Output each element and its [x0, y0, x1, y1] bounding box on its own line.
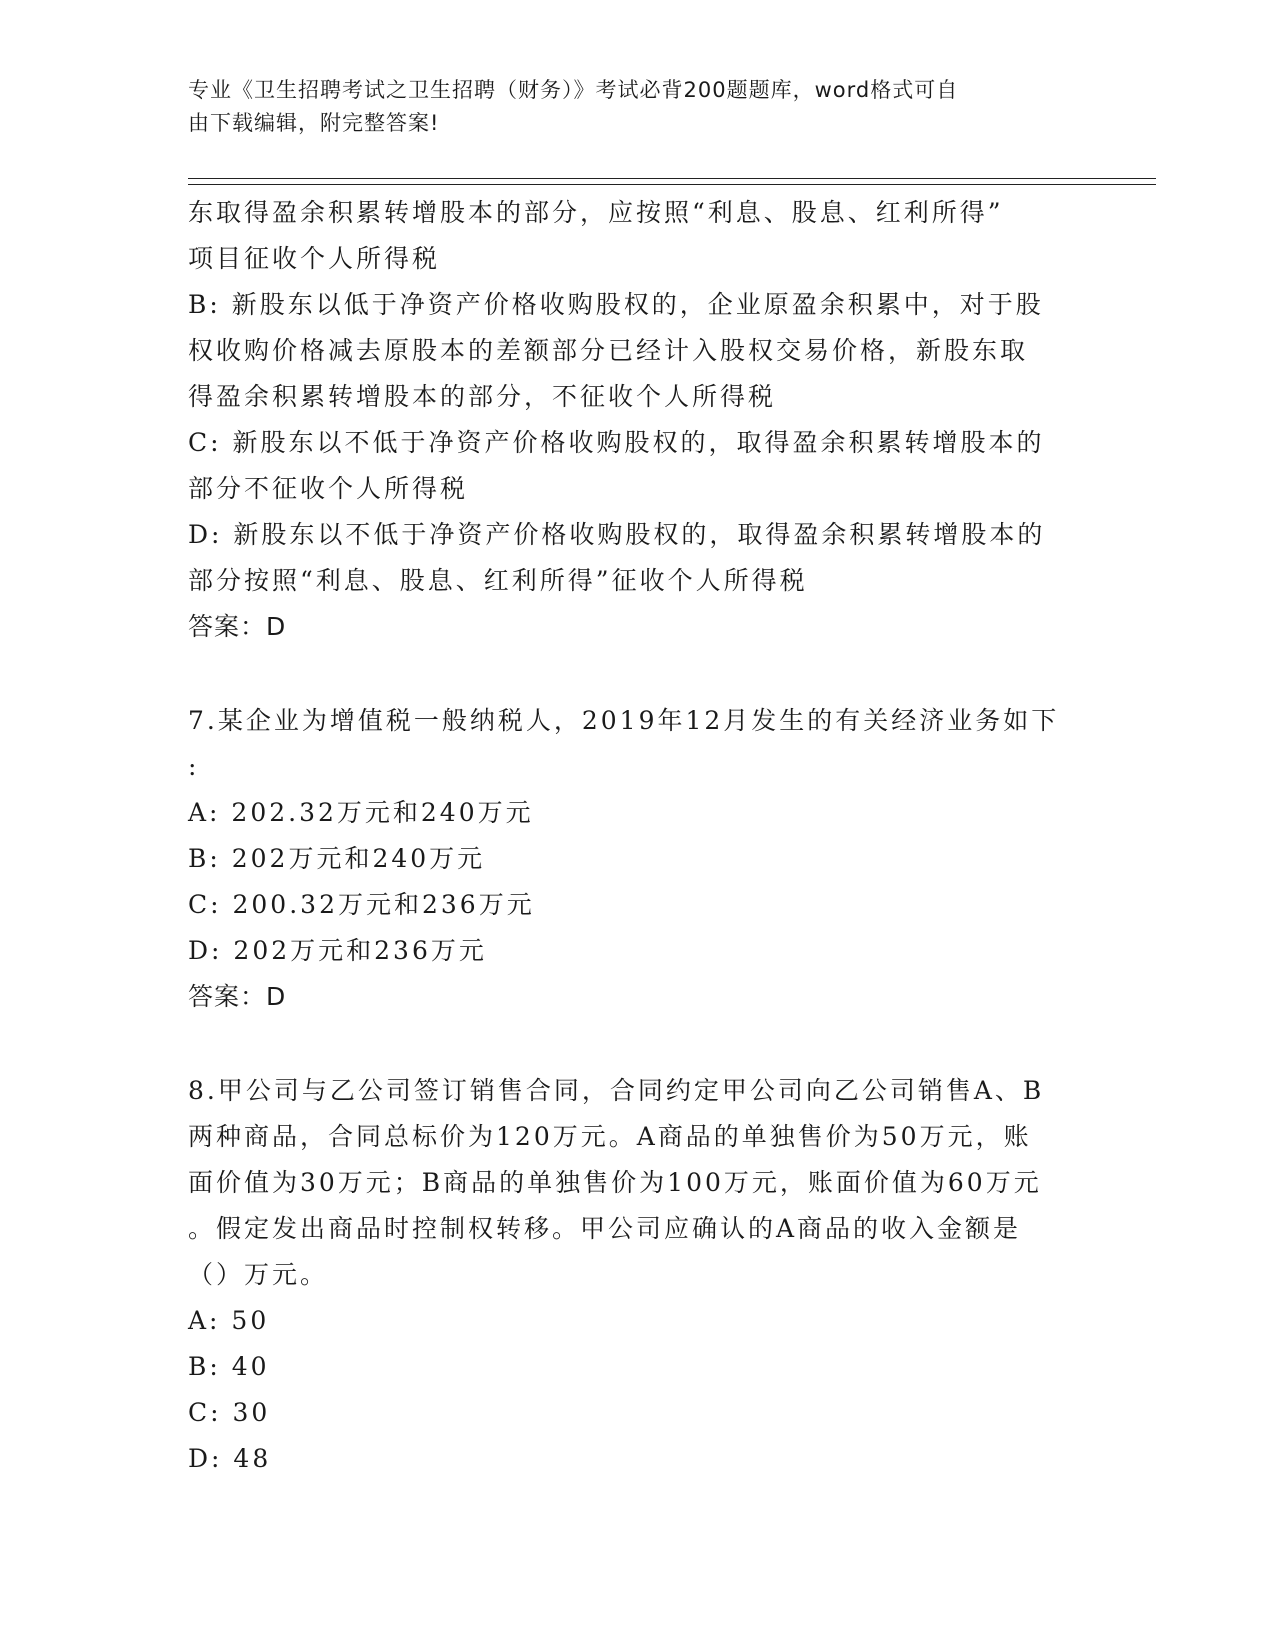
- document-header: [188, 74, 1068, 140]
- option-c: C: 新股东以不低于净资产价格收购股权的，取得盈余积累转增股本的: [188, 428, 1045, 457]
- option-b: B: 40: [188, 1352, 270, 1381]
- question-stem-continued: 两种商品，合同总标价为120万元。A商品的单独售价为50万元，账: [188, 1122, 1032, 1151]
- answer-label: 答案：D: [188, 982, 287, 1011]
- question-stem-continued: :: [188, 752, 200, 781]
- header-divider-top: [188, 178, 1156, 179]
- option-c: C: 200.32万元和236万元: [188, 890, 535, 919]
- option-b: B: 202万元和240万元: [188, 844, 486, 873]
- question-text-line: 东取得盈余积累转增股本的部分，应按照“利息、股息、红利所得”: [188, 198, 1004, 227]
- header-title-line-2: 由下载编辑，附完整答案!: [188, 111, 440, 135]
- option-a: A: 202.32万元和240万元: [188, 798, 534, 827]
- question-8: [188, 1068, 1088, 1482]
- header-title-line-1: 专业《卫生招聘考试之卫生招聘（财务）》考试必背200题题库，word格式可自: [188, 78, 959, 102]
- option-a: A: 50: [188, 1306, 270, 1335]
- question-stem-continued: （）万元。: [188, 1260, 329, 1289]
- spacer: [188, 1020, 1088, 1068]
- option-d-continued: 部分按照“利息、股息、红利所得”征收个人所得税: [188, 566, 808, 595]
- header-divider-bottom: [188, 184, 1156, 185]
- question-stem: 8.甲公司与乙公司签订销售合同，合同约定甲公司向乙公司销售A、B: [188, 1076, 1045, 1105]
- option-d: D: 新股东以不低于净资产价格收购股权的，取得盈余积累转增股本的: [188, 520, 1046, 549]
- answer-label: 答案：D: [188, 612, 287, 641]
- document-body: [188, 190, 1088, 1482]
- question-text-line: 项目征收个人所得税: [188, 244, 441, 273]
- question-stem: 7.某企业为增值税一般纳税人，2019年12月发生的有关经济业务如下: [188, 706, 1060, 735]
- question-stem-continued: 。假定发出商品时控制权转移。甲公司应确认的A商品的收入金额是: [188, 1214, 1022, 1243]
- option-c: C: 30: [188, 1398, 271, 1427]
- question-7: [188, 698, 1088, 1020]
- spacer: [188, 650, 1088, 698]
- option-c-continued: 部分不征收个人所得税: [188, 474, 469, 503]
- option-b-continued: 权收购价格减去原股本的差额部分已经计入股权交易价格，新股东取: [188, 336, 1029, 365]
- option-d: D: 202万元和236万元: [188, 936, 487, 965]
- option-b-continued: 得盈余积累转增股本的部分，不征收个人所得税: [188, 382, 777, 411]
- question-6-continued: [188, 190, 1088, 650]
- option-d: D: 48: [188, 1444, 272, 1473]
- question-stem-continued: 面价值为30万元；B商品的单独售价为100万元，账面价值为60万元: [188, 1168, 1042, 1197]
- option-b: B: 新股东以低于净资产价格收购股权的，企业原盈余积累中，对于股: [188, 290, 1044, 319]
